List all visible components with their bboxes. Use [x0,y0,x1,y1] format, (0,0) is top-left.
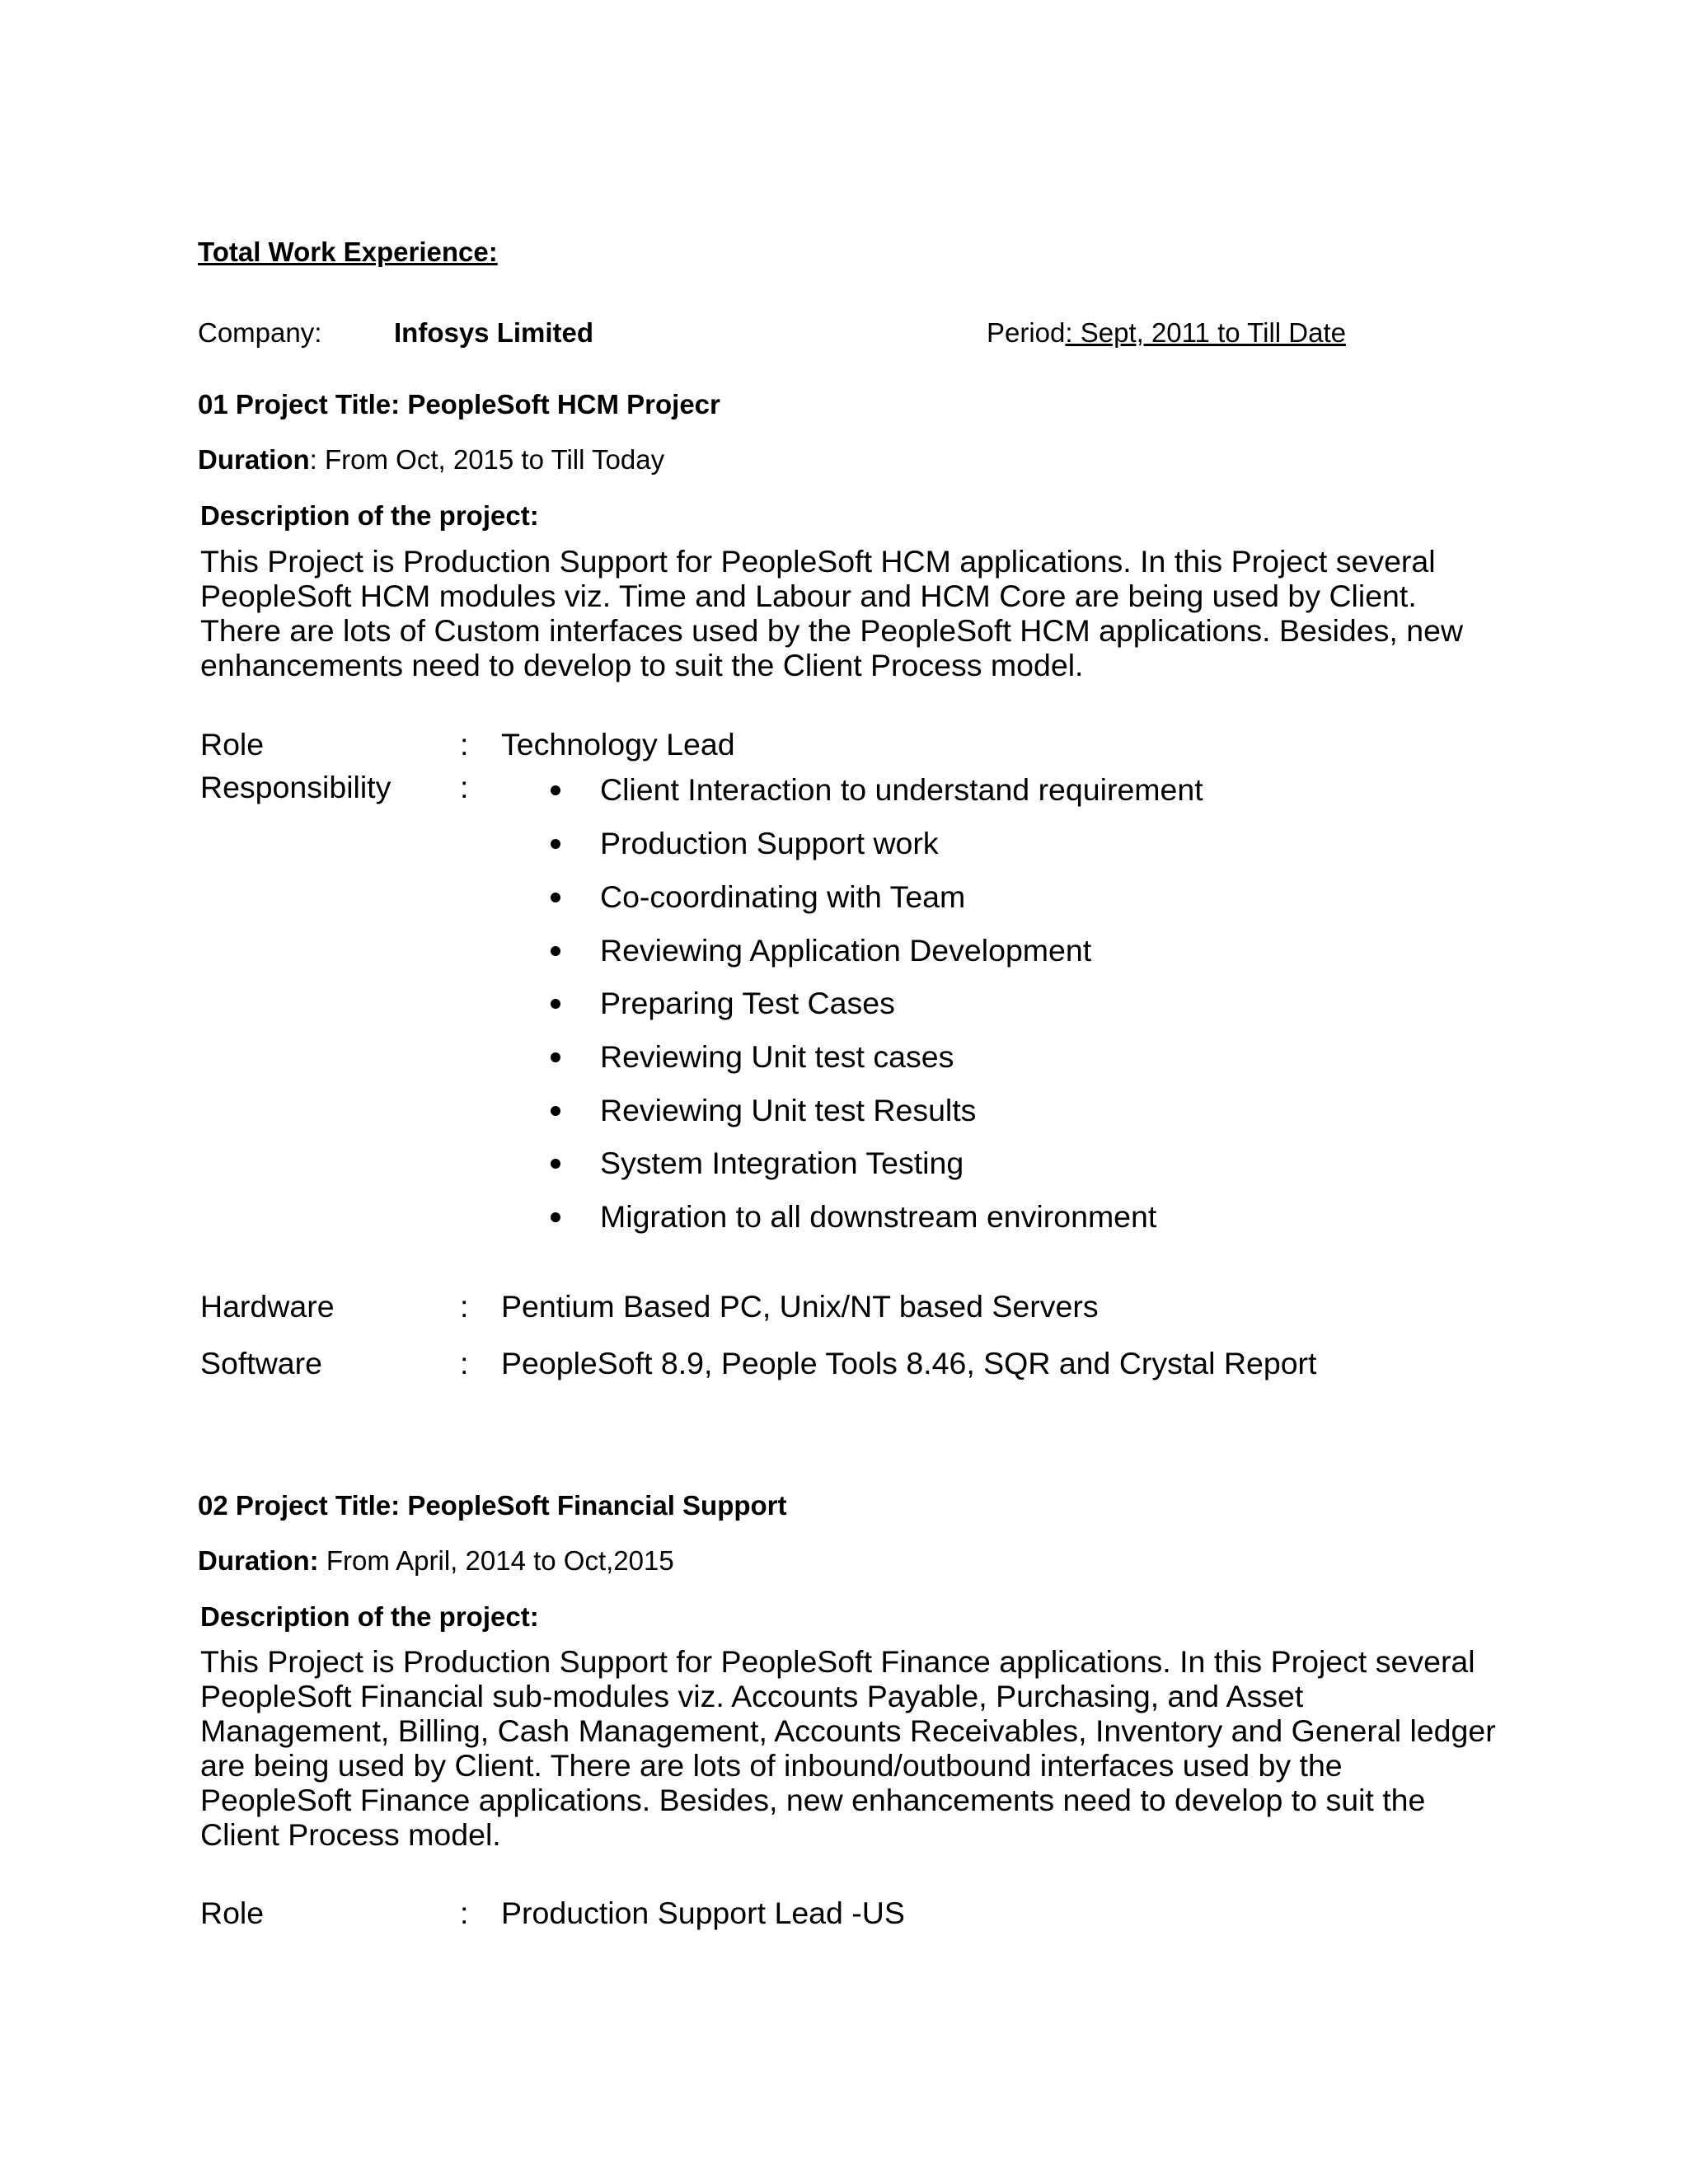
bullet-icon [551,1106,560,1116]
project-2-duration [198,1545,674,1577]
project-2-description: This Project is Production Support for PeopleSoft Finance applications. In this Project several PeopleSoft Financial sub-modules viz. Accounts Payable, Purchasing, and Asset Management, Billing, Cash Management, Accounts Receivables, Inventory and General ledger are being used by Client. There are lots of inbound/outbound interfaces used by the PeopleSoft Finance applications. Besides, new enhancements need to develop to suit the Client Process model. [200,1644,1496,1852]
total-work-experience-heading: Total Work Experience: [198,237,498,267]
project-2-duration-label: Duration: [198,1545,319,1576]
bullet-icon [551,999,560,1009]
company-label: Company: [198,317,322,348]
project-2-role-value: Production Support Lead -US [501,1896,905,1930]
project-2-description-heading: Description of the project: [200,1601,539,1632]
company-name: Infosys Limited [394,317,594,348]
bullet-icon [551,893,560,902]
project-1-title: 01 Project Title: PeopleSoft HCM Projecr [198,389,720,419]
project-1-hardware-value: Pentium Based PC, Unix/NT based Servers [501,1289,1099,1324]
project-1-duration-label: Duration [198,444,310,475]
project-1-role-label: Role [200,727,265,762]
period-label: Period [987,317,1066,348]
project-1-software-label: Software [200,1346,322,1380]
project-1-responsibility-colon: : [460,770,469,804]
project-2-title: 02 Project Title: PeopleSoft Financial Support [198,1490,787,1521]
project-1-software-value: PeopleSoft 8.9, People Tools 8.46, SQR and Crystal Report [501,1346,1317,1380]
bullet-icon [551,839,560,849]
project-1-hardware-label: Hardware [200,1289,335,1324]
project-1-duration [198,444,664,476]
project-2-duration-value: From April, 2014 to Oct,2015 [318,1545,674,1576]
period-value: : Sept, 2011 to Till Date [1065,317,1346,348]
project-1-role-value: Technology Lead [501,727,735,762]
project-1-hardware-colon: : [460,1289,469,1324]
project-1-description: This Project is Production Support for PeopleSoft HCM applications. In this Project several PeopleSoft HCM modules viz. Time and Labour and HCM Core are being used by Client. There are lots of Custom interfaces used by the PeopleSoft HCM applications. Besides, new enhancements need to develop to suit the Client Process model. [200,544,1464,682]
document-page: Total Work Experience: Company: Infosys Limited Period: Sept, 2011 to Till Date 01 Project Title: PeopleSoft HCM Projecr Duration: From Oct, 2015 to Till Today Description of the project: This Project is Production Support for PeopleSoft HCM applications. In this Project several PeopleSoft HCM modules viz. Time and Labour and HCM Core are being used by Client. There are lots of Custom interfaces used by the PeopleSoft HCM applications. Besides, new enhancements need to develop to suit the Client Process model. Role : Technology Lead Responsibility : Client Interaction to understand requirement Production Support work Co-coordinating with Team Reviewing Application Development Preparing Test Cases Reviewing Unit test cases Reviewing Unit test Results System Integration Testing Migration to all downstream environment Hardware : Pentium Based PC, Unix/NT based Servers Software : PeopleSoft 8.9, People Tools 8.46, SQR and Crystal Report 02 Project Title: PeopleSoft Financial Support Duration: From April, 2014 to Oct,2015 Description of the project: This Project is Production Support for PeopleSoft Finance applications. In this Project several PeopleSoft Financial sub-modules viz. Accounts Payable, Purchasing, and Asset Management, Billing, Cash Management, Accounts Receivables, Inventory and General ledger are being used by Client. There are lots of inbound/outbound interfaces used by the PeopleSoft Finance applications. Besides, new enhancements need to develop to suit the Client Process model. Role : Production Support Lead -US [0,0,1688,2184]
bullet-icon [551,1159,560,1169]
project-1-duration-value: : From Oct, 2015 to Till Today [309,444,665,475]
bullet-icon [551,1052,560,1062]
bullet-icon [551,785,560,795]
period [987,317,1346,349]
bullet-icon [551,946,560,956]
project-2-role-label: Role [200,1896,265,1930]
bullet-icon [551,1212,560,1222]
project-1-software-colon: : [460,1346,469,1380]
project-1-responsibility-label: Responsibility [200,770,392,804]
project-1-role-colon: : [460,727,469,762]
project-1-description-heading: Description of the project: [200,500,539,531]
project-2-role-colon: : [460,1896,469,1930]
